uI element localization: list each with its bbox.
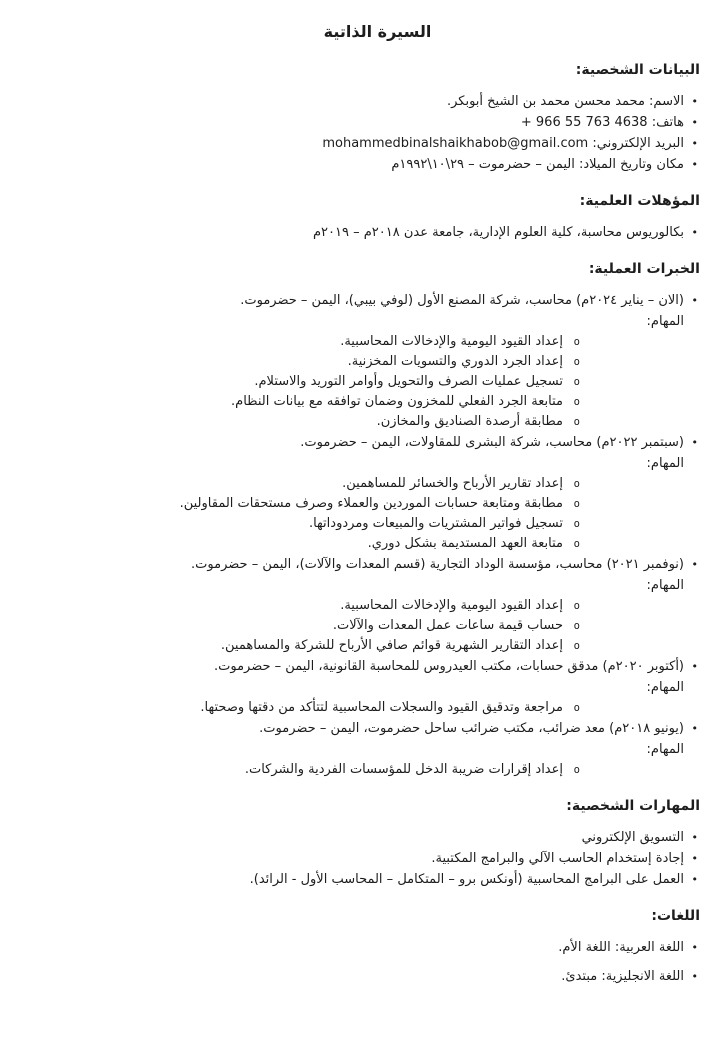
tasks-label: المهام: (646, 680, 684, 695)
job-header: (الان – يناير ٢٠٢٤م) محاسب، شركة المصنع الأول (لوفي بيبي)، اليمن – حضرموت. (240, 293, 684, 308)
task-item (55, 392, 580, 412)
email-value: mohammedbinalshaikhabob@gmail.com (322, 136, 589, 151)
skills-list (55, 827, 700, 890)
birth-line: مكان وتاريخ الميلاد: اليمن – حضرموت – ٢٩\١٠\١٩٩٢م (391, 157, 684, 172)
list-item (55, 869, 700, 890)
task-text: مراجعة وتدقيق القيود والسجلات المحاسبية لتتأكد من دقتها وصحتها. (200, 700, 563, 715)
circle-bullet-icon: o (573, 376, 580, 388)
job-body (55, 432, 684, 554)
task-text: إعداد القيود اليومية والإدخالات المحاسبية. (340, 334, 563, 349)
task-item (55, 474, 580, 494)
job-entry (55, 290, 700, 432)
task-item (55, 616, 580, 636)
section-heading-skills: المهارات الشخصية: (566, 798, 700, 814)
list-item (55, 937, 700, 958)
task-item (55, 698, 580, 718)
bullet-icon: • (691, 116, 698, 129)
languages-list (55, 937, 700, 987)
bullet-icon: • (691, 970, 698, 983)
tasks-label: المهام: (646, 314, 684, 329)
task-list (55, 474, 684, 554)
task-text: تسجيل عمليات الصرف والتحويل وأوامر التوريد والاستلام. (254, 374, 563, 389)
name-line: الاسم: محمد محسن محمد بن الشيخ أبوبكر. (446, 94, 684, 109)
job-header: (يونيو ٢٠١٨م) معد ضرائب، مكتب ضرائب ساحل حضرموت، اليمن – حضرموت. (259, 721, 684, 736)
job-header: (أكتوبر ٢٠٢٠م) مدقق حسابات، مكتب العيدروس للمحاسبة القانونية، اليمن – حضرموت. (214, 659, 684, 674)
task-item (55, 760, 580, 780)
bullet-icon: • (691, 95, 698, 108)
task-item (55, 332, 580, 352)
task-text: إعداد تقارير الأرباح والخسائر للمساهمين. (342, 476, 563, 491)
task-text: إعداد القيود اليومية والإدخالات المحاسبية. (340, 598, 563, 613)
task-list (55, 332, 684, 432)
list-item (55, 154, 700, 175)
job-entry (55, 656, 700, 718)
job-header: (نوفمبر ٢٠٢١) محاسب، مؤسسة الوداد التجارية (قسم المعدات والآلات)، اليمن – حضرموت. (191, 557, 684, 572)
task-item (55, 636, 580, 656)
phone-label: هاتف: (651, 115, 684, 130)
section-heading-experience: الخبرات العملية: (588, 261, 700, 277)
circle-bullet-icon: o (573, 356, 580, 368)
task-text: إعداد إقرارات ضريبة الدخل للمؤسسات الفردية والشركات. (244, 762, 563, 777)
phone-line (55, 112, 684, 133)
job-entry (55, 432, 700, 554)
circle-bullet-icon: o (573, 640, 580, 652)
task-item (55, 596, 580, 616)
list-item (55, 222, 700, 243)
tasks-label: المهام: (646, 456, 684, 471)
job-body (55, 718, 684, 780)
bullet-icon: • (691, 137, 698, 150)
bullet-icon: • (691, 722, 698, 735)
circle-bullet-icon: o (573, 498, 580, 510)
task-text: حساب قيمة ساعات عمل المعدات والآلات. (332, 618, 563, 633)
education-list (55, 222, 700, 243)
task-text: متابعة الجرد الفعلي للمخزون وضمان توافقه مع بيانات النظام. (231, 394, 563, 409)
phone-value: + 966 55 763 4638 (520, 115, 648, 130)
bullet-icon: • (691, 558, 698, 571)
list-item (55, 112, 700, 133)
list-item (55, 91, 700, 112)
list-item (55, 133, 700, 154)
circle-bullet-icon: o (573, 764, 580, 776)
language-text: اللغة العربية: اللغة الأم. (558, 940, 684, 955)
skill-text: إجادة إستخدام الحاسب الآلي والبرامج المكتبية. (431, 851, 684, 866)
task-list (55, 760, 684, 780)
job-header: (سبتمبر ٢٠٢٢م) محاسب، شركة البشرى للمقاولات، اليمن – حضرموت. (300, 435, 684, 450)
circle-bullet-icon: o (573, 336, 580, 348)
circle-bullet-icon: o (573, 620, 580, 632)
education-degree: بكالوريوس محاسبة، كلية العلوم الإدارية، جامعة عدن ٢٠١٨م – ٢٠١٩م (312, 225, 684, 240)
task-item (55, 514, 580, 534)
circle-bullet-icon: o (573, 538, 580, 550)
list-item (55, 848, 700, 869)
personal-list (55, 91, 700, 175)
section-heading-languages: اللغات: (651, 908, 700, 924)
task-text: إعداد الجرد الدوري والتسويات المخزنية. (347, 354, 563, 369)
bullet-icon: • (691, 158, 698, 171)
task-list (55, 596, 684, 656)
task-text: متابعة العهد المستديمة بشكل دوري. (367, 536, 563, 551)
email-label: البريد الإلكتروني: (592, 136, 684, 151)
bullet-icon: • (691, 294, 698, 307)
task-text: مطابقة أرصدة الصناديق والمخازن. (376, 414, 563, 429)
bullet-icon: • (691, 941, 698, 954)
circle-bullet-icon: o (573, 416, 580, 428)
circle-bullet-icon: o (573, 478, 580, 490)
list-item (55, 966, 700, 987)
section-heading-personal: البيانات الشخصية: (575, 62, 700, 78)
task-text: مطابقة ومتابعة حسابات الموردين والعملاء وصرف مستحقات المقاولين. (179, 496, 563, 511)
task-item (55, 372, 580, 392)
language-text: اللغة الانجليزية: مبتدئ. (561, 969, 684, 984)
task-item (55, 412, 580, 432)
task-text: إعداد التقارير الشهرية قوائم صافي الأرباح للشركة والمساهمين. (220, 638, 563, 653)
job-body (55, 290, 684, 432)
job-body (55, 554, 684, 656)
tasks-label: المهام: (646, 578, 684, 593)
bullet-icon: • (691, 873, 698, 886)
circle-bullet-icon: o (573, 600, 580, 612)
task-item (55, 494, 580, 514)
tasks-label: المهام: (646, 742, 684, 757)
job-entry (55, 718, 700, 780)
task-list (55, 698, 684, 718)
bullet-icon: • (691, 831, 698, 844)
page-title: السيرة الذاتية (323, 22, 432, 41)
section-heading-education: المؤهلات العلمية: (579, 193, 700, 209)
bullet-icon: • (691, 852, 698, 865)
task-item (55, 534, 580, 554)
circle-bullet-icon: o (573, 518, 580, 530)
experience-list (55, 290, 700, 780)
email-line (55, 133, 684, 154)
bullet-icon: • (691, 226, 698, 239)
job-body (55, 656, 684, 718)
bullet-icon: • (691, 660, 698, 673)
list-item (55, 827, 700, 848)
bullet-icon: • (691, 436, 698, 449)
skill-text: التسويق الإلكتروني (581, 830, 684, 845)
task-item (55, 352, 580, 372)
circle-bullet-icon: o (573, 396, 580, 408)
circle-bullet-icon: o (573, 702, 580, 714)
job-entry (55, 554, 700, 656)
task-text: تسجيل فواتير المشتريات والمبيعات ومردوداتها. (308, 516, 563, 531)
skill-text: العمل على البرامج المحاسبية (أونكس برو – المتكامل – المحاسب الأول - الرائد). (249, 872, 684, 887)
